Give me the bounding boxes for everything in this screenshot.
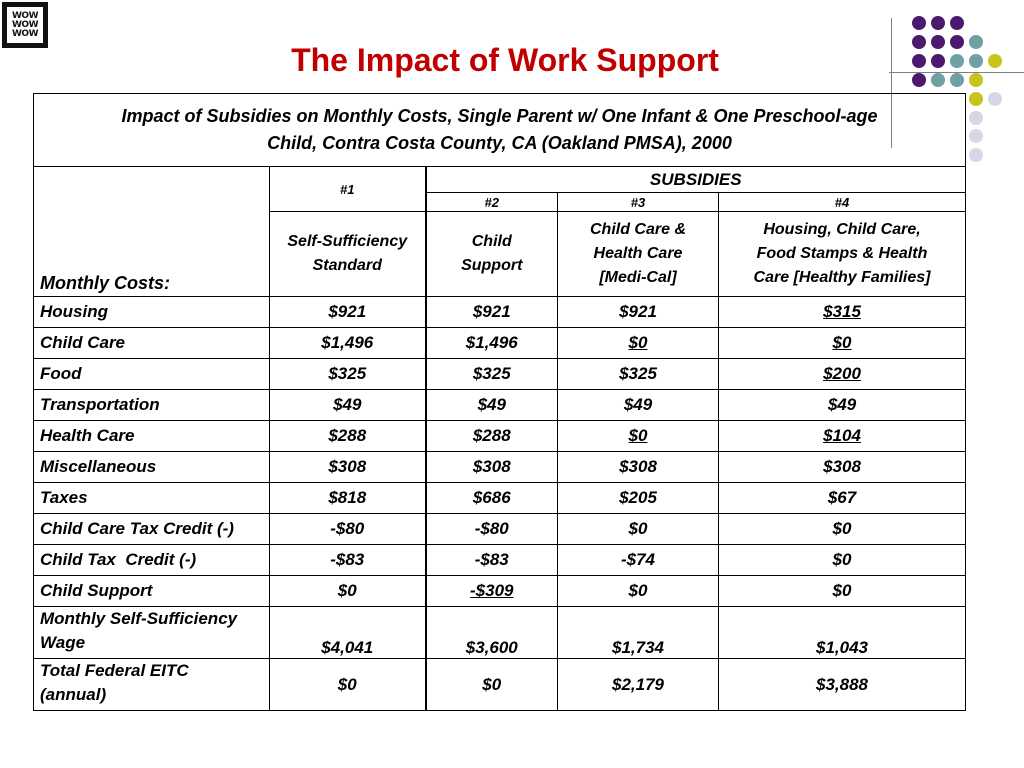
- cell-value: $921: [558, 297, 719, 328]
- cell-value-underlined: $0: [832, 333, 852, 352]
- row-label: Child Care Tax Credit (-): [34, 514, 270, 545]
- cell-value: $49: [558, 390, 719, 421]
- cell-value: $288: [270, 421, 426, 452]
- table-caption: [34, 94, 966, 167]
- desc-line: [Medi-Cal]: [599, 269, 677, 286]
- cell-value-underlined: -$309: [470, 581, 514, 600]
- desc-line: Child Care &: [589, 221, 686, 238]
- cell-value: -$83: [270, 545, 426, 576]
- cell-value: [719, 359, 966, 390]
- wage-row: [34, 607, 966, 659]
- cell-value: $686: [426, 483, 558, 514]
- cell-value: $205: [558, 483, 719, 514]
- desc-line: Child: [471, 233, 512, 250]
- cell-value: $3,888: [719, 659, 966, 711]
- row-label-line: (annual): [40, 685, 107, 704]
- cell-value-underlined: $200: [823, 364, 861, 383]
- cell-value: $3,600: [426, 607, 558, 659]
- row-label: Child Support: [34, 576, 270, 607]
- subsidies-cost-table: [33, 93, 966, 711]
- decor-dot: [969, 54, 983, 68]
- cell-value: $308: [558, 452, 719, 483]
- decor-dot: [988, 92, 1002, 106]
- row-header-label: Monthly Costs:: [34, 167, 270, 297]
- row-label-line: Wage: [40, 633, 86, 652]
- desc-line: Food Stamps & Health: [756, 245, 928, 262]
- cell-value: $2,179: [558, 659, 719, 711]
- row-label: Health Care: [34, 421, 270, 452]
- cell-value: $1,734: [558, 607, 719, 659]
- table-row: [34, 576, 966, 607]
- cell-value: $0: [719, 545, 966, 576]
- cell-value-underlined: $0: [628, 333, 648, 352]
- cell-value: [719, 328, 966, 359]
- cell-value: $818: [270, 483, 426, 514]
- table-row: [34, 483, 966, 514]
- cell-value-underlined: $0: [628, 426, 648, 445]
- cell-value: $49: [719, 390, 966, 421]
- subsidies-header: SUBSIDIES: [426, 167, 966, 193]
- decor-dot: [969, 129, 983, 143]
- cell-value: $308: [719, 452, 966, 483]
- decor-dot: [912, 54, 926, 68]
- table-caption-line: Impact of Subsidies on Monthly Costs, Single Parent w/ One Infant & One Preschool-age: [121, 106, 878, 126]
- row-label: Transportation: [34, 390, 270, 421]
- logo-text-2: WOW: [11, 19, 38, 30]
- decor-dot: [931, 16, 945, 30]
- decor-dot: [969, 73, 983, 87]
- cell-value: $288: [426, 421, 558, 452]
- col3-number: #3: [558, 193, 719, 212]
- decor-dot: [969, 148, 983, 162]
- table-row: [34, 328, 966, 359]
- desc-line: Housing, Child Care,: [763, 221, 921, 238]
- col2-description: [426, 212, 558, 297]
- cell-value: $0: [270, 659, 426, 711]
- row-label: Taxes: [34, 483, 270, 514]
- cell-value: -$74: [558, 545, 719, 576]
- cell-value: -$80: [270, 514, 426, 545]
- desc-line: Care [Healthy Families]: [753, 269, 931, 286]
- cell-value: $0: [558, 514, 719, 545]
- table-row: [34, 514, 966, 545]
- decor-dot: [969, 92, 983, 106]
- table-row: [34, 452, 966, 483]
- decor-dot: [931, 73, 945, 87]
- col4-description: [719, 212, 966, 297]
- row-label: Housing: [34, 297, 270, 328]
- cell-value: $0: [719, 514, 966, 545]
- cell-value: $308: [426, 452, 558, 483]
- cell-value: $49: [426, 390, 558, 421]
- cell-value: $0: [558, 576, 719, 607]
- col1-number: #1: [270, 167, 426, 212]
- decor-dot: [950, 16, 964, 30]
- decor-dot: [931, 54, 945, 68]
- table-row: [34, 421, 966, 452]
- desc-line: Standard: [312, 257, 382, 274]
- logo-text-1: WOW: [11, 10, 38, 21]
- decor-dot: [969, 35, 983, 49]
- cell-value: [426, 576, 558, 607]
- cell-value: [719, 297, 966, 328]
- row-label-line: Total Federal EITC: [40, 661, 189, 680]
- table-row: [34, 297, 966, 328]
- cell-value: -$83: [426, 545, 558, 576]
- cell-value-underlined: $104: [823, 426, 861, 445]
- row-label-line: Monthly Self-Sufficiency: [40, 609, 238, 628]
- decor-dot: [988, 54, 1002, 68]
- row-label: Child Care: [34, 328, 270, 359]
- cell-value-underlined: $315: [823, 302, 861, 321]
- table-caption-line: Child, Contra Costa County, CA (Oakland PMSA), 2000: [267, 133, 732, 153]
- table-row: [34, 545, 966, 576]
- col3-description: [558, 212, 719, 297]
- row-label: [34, 607, 270, 659]
- decor-dot: [950, 54, 964, 68]
- cell-value: $1,043: [719, 607, 966, 659]
- cell-value: $921: [426, 297, 558, 328]
- decor-dot: [912, 35, 926, 49]
- cell-value: $67: [719, 483, 966, 514]
- col4-number: #4: [719, 193, 966, 212]
- cell-value: $4,041: [270, 607, 426, 659]
- col1-description: [270, 212, 426, 297]
- cell-value: $325: [558, 359, 719, 390]
- table-row: [34, 390, 966, 421]
- row-label: [34, 659, 270, 711]
- logo-text-3: WOW: [11, 28, 38, 39]
- desc-line: Support: [461, 257, 523, 274]
- cell-value: $921: [270, 297, 426, 328]
- cell-value: $325: [426, 359, 558, 390]
- cell-value: $0: [426, 659, 558, 711]
- decor-dot: [931, 35, 945, 49]
- cell-value: $1,496: [426, 328, 558, 359]
- header-row: [34, 167, 966, 193]
- row-label: Child Tax Credit (-): [34, 545, 270, 576]
- cell-value: $1,496: [270, 328, 426, 359]
- decor-dot: [950, 35, 964, 49]
- cell-value: $308: [270, 452, 426, 483]
- col2-number: #2: [426, 193, 558, 212]
- wow-logo: [2, 2, 48, 48]
- desc-line: Health Care: [593, 245, 683, 262]
- decor-dot: [950, 73, 964, 87]
- table-row: [34, 359, 966, 390]
- cell-value: -$80: [426, 514, 558, 545]
- cell-value: $0: [270, 576, 426, 607]
- cell-value: [719, 421, 966, 452]
- cell-value: [558, 328, 719, 359]
- page-title: The Impact of Work Support: [291, 42, 719, 78]
- row-label: Miscellaneous: [34, 452, 270, 483]
- eitc-row: [34, 659, 966, 711]
- cell-value: $49: [270, 390, 426, 421]
- cell-value: $0: [719, 576, 966, 607]
- decor-dot: [969, 111, 983, 125]
- desc-line: Self-Sufficiency: [287, 233, 408, 250]
- table-caption-row: [34, 94, 966, 167]
- cell-value: [558, 421, 719, 452]
- cell-value: $325: [270, 359, 426, 390]
- decor-dot: [912, 73, 926, 87]
- row-label: Food: [34, 359, 270, 390]
- decor-dot: [912, 16, 926, 30]
